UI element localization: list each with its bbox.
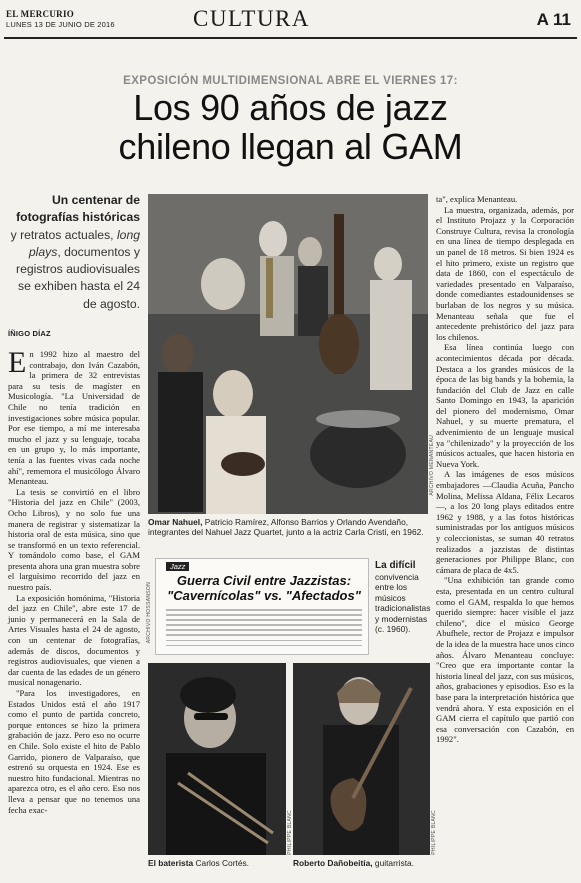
article-headline (0, 88, 581, 166)
photo-credit: PHILIPPE BLANC (287, 810, 293, 855)
clipping-tag: Jazz (166, 562, 189, 571)
headline-line-2: chileno llegan al GAM (118, 126, 463, 167)
paragraph: La tesis se convirtió en el libro "Historia del jazz en Chile" (2003, Ocho Libros), y no solo fue una manera de registrar y sistematizar la historia oral de esta música, sino que se transformó en un texto referencial. Y tomándolo como base, el GAM presenta ahora una gran muestra sobre el larguísimo recorrido del jazz en nuestro país. (8, 486, 140, 593)
caption-text: guitarrista. (372, 858, 415, 868)
photo-credit: PHILIPPE BLANC (431, 810, 437, 855)
caption-bold: Roberto Dañobeitía, (293, 858, 373, 868)
article-kicker: EXPOSICIÓN MULTIDIMENSIONAL ABRE EL VIERNES 17: (123, 75, 458, 87)
paragraph: La muestra, organizada, además, por el Instituto Projazz y la Corporación Construye Cultura, revisa la cronología en una línea de tiempo desplegada en un panel de 18 metros. Si bien 1924 es el hito primero, existe un registro que data de 1860, con el espectáculo de variedades presentado en Valparaíso, donde comediantes estadounidenses se burlaban de los negros y su música. Menanteau señala que fue el antecedente prehistórico del jazz para los chilenos. (436, 204, 574, 342)
newspaper-clipping (155, 558, 369, 655)
paragraph-text: n 1992 hizo al maestro del contrabajo, don Iván Cazabón, la primera de 32 entrevistas para su tesis de magíster en Musicología. "La Universidad de Chile no tenía tradición en investigaciones sobre música popular. Por ese tiempo, a mí me interesaba mucho el jazz y su lenguaje, tocaba en un grupo y, lo más importante, tenía a las fuentes vivas cada noche ahí", rememora el musicólogo Álvaro Menanteau. (8, 349, 140, 487)
main-photo-caption (148, 517, 428, 537)
jazz-quartet-photo (148, 194, 428, 514)
deck-end: , documentos y registros audiovisuales se exhiben hasta el 24 de agosto. (16, 244, 140, 311)
clipping-caption (375, 560, 433, 635)
caption-text: Patricio Ramírez, Alfonso Barrios y Orlando Avendaño, integrantes del Nahuel Jazz Quartet, junto a la actriz Carla Cristi, en 1962. (148, 517, 424, 538)
paragraph: A las imágenes de esos músicos embajadores —Claudia Acuña, Pancho Molina, Melissa Aldana, Félix Lecaros—, a los 20 long plays editados entre 1962 y 1988, y a las fotos históricas suministradas por los antiguos músicos y coleccionistas, se suman 40 retratos realizados a jazzistas de distintas generaciones por Philippe Blanc, con cámara de placa de 4x5. (436, 469, 574, 575)
caption-bold: Omar Nahuel, (148, 517, 203, 527)
page-number: A 11 (536, 10, 571, 29)
deck-mid: y retratos actuales, (10, 227, 117, 242)
byline: ÍÑIGO DÍAZ (8, 329, 51, 338)
photo-credit: ARCHIVO MENANTEAU (429, 435, 435, 496)
drummer-caption (148, 858, 293, 868)
drummer-portrait (148, 663, 286, 855)
caption-text: convivencia entre los músicos tradicionalistas y modernistas (c. 1960). (375, 571, 431, 634)
headline-line-1: Los 90 años de jazz (133, 87, 448, 128)
guitarist-illustration (293, 663, 430, 855)
issue-date: LUNES 13 DE JUNIO DE 2016 (6, 20, 115, 29)
newspaper-name: EL MERCURIO (6, 9, 75, 19)
clipping-body-lines (166, 609, 362, 651)
masthead (0, 0, 581, 36)
deck-italic: long plays (28, 227, 140, 259)
drummer-illustration (148, 663, 286, 855)
article-column-3 (436, 194, 574, 745)
paragraph: ta", explica Menanteau. (436, 194, 518, 204)
deck-bold: Un centenar de fotografías históricas (16, 193, 140, 225)
article-column-1 (8, 346, 140, 815)
guitarist-caption (293, 858, 438, 868)
paragraph (8, 346, 140, 487)
paragraph: Esa línea continúa luego con acontecimientos década por década. Destaca a los grandes músicos de la época de las big bands y la bohemia, la fundación del Club de Jazz en calle Santo Domingo en 1943, la aparición del pionero del modernismo, Omar Nahuel, y su muerte prematura, el advenimiento de un lenguaje musical ya "chilenizado" y la proyección de los músicos actuales, que hacen historia en Nueva York. (436, 342, 574, 469)
clipping-credit: ARCHIVO HOSSANSON (146, 582, 152, 644)
paragraph: "Una exhibición tan grande como esta, presentada en un centro cultural como el GAM, respalda lo que hemos querido siempre: hacer visible el jazz chileno", dice el músico George Abufhele, rector de Projazz e impulsor de la idea de la muestra hace unos cinco años. Álvaro Menanteau concluye: "Creo que era importante contar la historia lineal del jazz, con sus músicos, años, grabaciones y episodios. Eso es la base para la interpretación histórica que vendrá ahora. Y esta exposición en el GAM cierra el capítulo que partió con esa conversación con Cazabón, en 1992". (436, 575, 574, 745)
caption-bold: El baterista (148, 858, 194, 868)
clipping-title: Guerra Civil entre Jazzistas: "Cavernícolas" vs. "Afectados" (167, 573, 361, 603)
drop-cap: E (8, 346, 27, 379)
caption-bold: La difícil (375, 560, 416, 571)
paragraph: La exposición homónima, "Historia del jazz en Chile", abre este 17 de junio y permanecerá en la Sala de Artes Visuales hasta el 24 de agosto, con un centenar de fotografías, además de discos, documentos y registros audiovisuales, que vienen a dar cuenta de las edades de un género musical nonagenario. (8, 592, 140, 688)
article-deck (8, 192, 140, 313)
paragraph: "Para los investigadores, en Estados Unidos está el año 1917 como el punto de partida concreto, porque entonces se hizo la primera grabación de jazz. Pero eso no ocurre en Chile. Solo existe el hito de Pablo Garrido, pionero de Valparaíso, que estrenó su orquesta en 1924. Ese es nuestro hito fundacional. Mientras no aparezca otro, es el año cero. Eso nos lleva a pensar que no tenemos una fecha exac- (8, 688, 140, 815)
caption-text: Carlos Cortés. (193, 858, 250, 868)
masthead-rule (4, 37, 577, 39)
guitarist-portrait (293, 663, 430, 855)
jazz-quartet-illustration (148, 194, 428, 514)
section-name: CULTURA (193, 6, 310, 31)
